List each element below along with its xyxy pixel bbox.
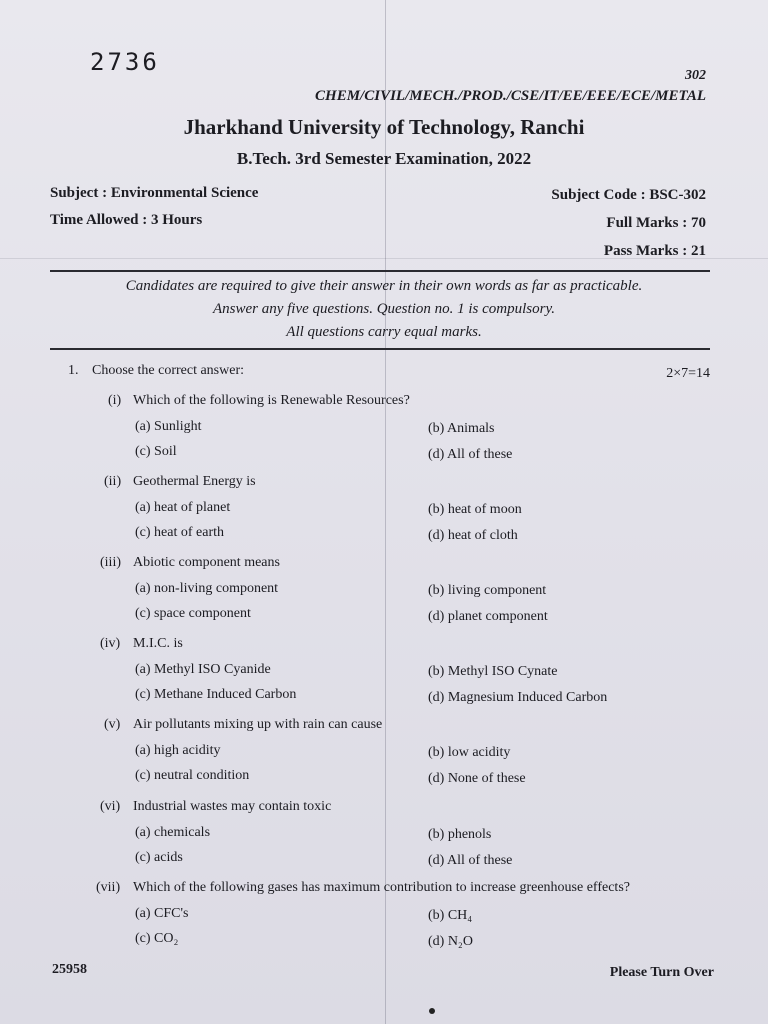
sub-question-text: Abiotic component means — [133, 555, 280, 570]
answer-option: (d) heat of cloth — [428, 528, 518, 543]
answer-option: (c) Methane Induced Carbon — [135, 687, 297, 702]
footer-code: 25958 — [52, 962, 87, 977]
branches-line: CHEM/CIVIL/MECH./PROD./CSE/IT/EE/EEE/ECE/METAL — [315, 88, 706, 104]
full-marks: Full Marks : 70 — [606, 215, 706, 231]
sub-question-label: (ii) — [104, 474, 122, 489]
bottom-rule — [50, 348, 710, 350]
answer-option: (c) heat of earth — [135, 525, 224, 540]
answer-option: (b) Methyl ISO Cynate — [428, 664, 558, 679]
answer-option: (a) Sunlight — [135, 419, 202, 434]
answer-option: (c) neutral condition — [135, 768, 250, 783]
question-marks: 2×7=14 — [666, 366, 710, 381]
sub-question-text: Geothermal Energy is — [133, 474, 256, 489]
answer-option: (a) heat of planet — [135, 500, 231, 515]
answer-option: (b) phenols — [428, 827, 492, 842]
sub-question-text: M.I.C. is — [133, 636, 183, 651]
answer-option: (a) high acidity — [135, 743, 221, 758]
answer-option: (a) non-living component — [135, 581, 279, 596]
answer-option: (d) None of these — [428, 771, 526, 786]
answer-option: (b) living component — [428, 583, 547, 598]
time-allowed: Time Allowed : 3 Hours — [50, 212, 203, 228]
answer-option: (b) Animals — [428, 421, 495, 436]
answer-option: (d) planet component — [428, 609, 548, 624]
turn-over-note: Please Turn Over — [609, 965, 714, 980]
answer-option: (a) chemicals — [135, 825, 211, 840]
sub-question-label: (vi) — [100, 799, 121, 814]
sub-question-text: Which of the following gases has maximum contribution to increase greenhouse effects? — [133, 880, 630, 895]
question-number: 1. — [68, 363, 79, 378]
answer-option: (d) N₂O — [428, 934, 473, 949]
answer-option: (d) All of these — [428, 447, 513, 462]
subject-name: Subject : Environmental Science — [50, 185, 259, 201]
answer-option: (c) space component — [135, 606, 251, 621]
exam-title: B.Tech. 3rd Semester Examination, 2022 — [236, 149, 532, 168]
sub-question-label: (vii) — [96, 880, 121, 895]
sub-question-label: (v) — [104, 717, 121, 732]
pass-marks: Pass Marks : 21 — [603, 243, 706, 259]
instruction-line-3: All questions carry equal marks. — [286, 324, 482, 340]
answer-option: (a) Methyl ISO Cyanide — [135, 662, 271, 677]
sub-question-label: (iv) — [100, 636, 121, 651]
sub-question-label: (iii) — [100, 555, 121, 570]
answer-option: (b) low acidity — [428, 745, 511, 760]
answer-option: (a) CFC's — [135, 906, 189, 921]
sub-question-text: Industrial wastes may contain toxic — [133, 799, 332, 814]
ink-dot — [429, 1008, 435, 1014]
answer-option: (d) All of these — [428, 853, 513, 868]
answer-option: (b) heat of moon — [428, 502, 522, 517]
question-text: Choose the correct answer: — [92, 363, 244, 378]
sub-question-text: Which of the following is Renewable Resources? — [133, 393, 410, 408]
subject-code: Subject Code : BSC-302 — [551, 187, 706, 203]
university-title: Jharkhand University of Technology, Ranchi — [183, 115, 585, 139]
answer-option: (c) acids — [135, 850, 183, 865]
instruction-line-1: Candidates are required to give their answer in their own words as far as practicable. — [125, 278, 643, 294]
top-rule — [50, 270, 710, 272]
instruction-line-2: Answer any five questions. Question no. 1 is compulsory. — [212, 301, 556, 317]
paper-code: 302 — [685, 68, 706, 83]
answer-option: (b) CH₄ — [428, 908, 473, 923]
answer-option: (c) Soil — [135, 444, 177, 459]
handwritten-number: 2736 — [90, 48, 160, 76]
answer-option: (c) CO₂ — [135, 931, 179, 946]
sub-question-text: Air pollutants mixing up with rain can cause — [133, 717, 383, 732]
sub-question-label: (i) — [108, 393, 122, 408]
answer-option: (d) Magnesium Induced Carbon — [428, 690, 608, 705]
